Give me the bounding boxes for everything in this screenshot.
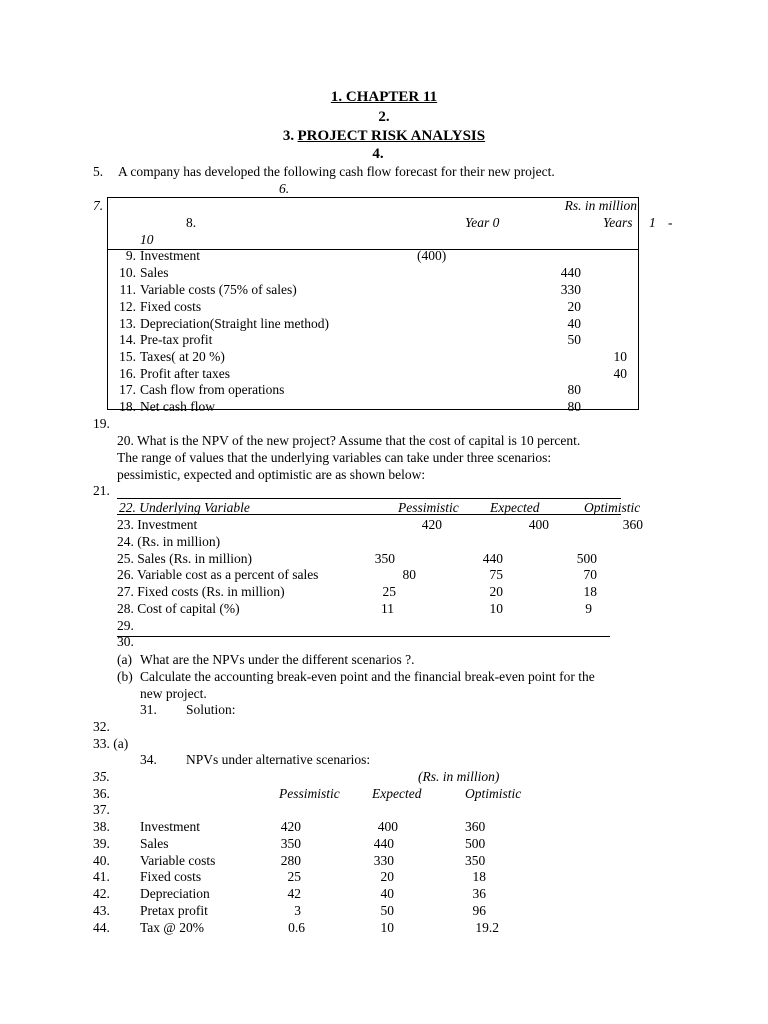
cell-pessimistic: 25 xyxy=(287,869,301,884)
cell-optimistic: 18 xyxy=(472,869,486,884)
header-pessimistic: Pessimistic xyxy=(398,500,459,515)
row-num: 23. xyxy=(117,517,134,532)
row-num: 13. xyxy=(119,316,136,331)
row-num: 9. xyxy=(125,248,136,263)
part-b-line-2: new project. xyxy=(140,686,207,701)
row-label: Sales (Rs. in million) xyxy=(137,551,252,566)
forecast-right-rule xyxy=(638,197,639,410)
cell-expected: 10 xyxy=(489,601,503,616)
cell-expected: 440 xyxy=(373,836,394,851)
cell-optimistic: 70 xyxy=(583,567,597,582)
line-number-31: 31. xyxy=(140,702,157,717)
line-number-19: 19. xyxy=(93,416,110,431)
table-row xyxy=(117,533,220,550)
row-num: 44. xyxy=(93,920,110,935)
cell-expected: 330 xyxy=(373,853,394,868)
cell-optimistic: 360 xyxy=(622,517,643,532)
row-num: 28. xyxy=(117,601,134,616)
row-label: Depreciation xyxy=(140,886,210,901)
header-underlying-variable: Underlying Variable xyxy=(139,500,250,515)
row-label: Fixed costs xyxy=(140,869,202,884)
cell-optimistic: 36 xyxy=(472,886,486,901)
question-line-3: pessimistic, expected and optimistic are as shown below: xyxy=(117,467,426,482)
row-num: 14. xyxy=(119,332,136,347)
line-number-36: 36. xyxy=(93,786,110,801)
row-label: Sales xyxy=(140,836,169,851)
cell-expected: 40 xyxy=(380,886,394,901)
npv-header-pessimistic: Pessimistic xyxy=(279,786,340,801)
row-label: Investment xyxy=(140,819,200,834)
cell-optimistic: 360 xyxy=(465,819,486,834)
cell-pessimistic: 280 xyxy=(280,853,301,868)
line-number-8: 8. xyxy=(186,215,197,230)
npv-header-optimistic: Optimistic xyxy=(465,786,522,801)
cell-optimistic: 9 xyxy=(585,601,592,616)
page-title xyxy=(283,127,485,145)
cell-pessimistic: 42 xyxy=(287,886,301,901)
part-b-line-1: Calculate the accounting break-even point and the financial break-even point for the xyxy=(140,669,595,684)
part-b-label: (b) xyxy=(117,669,133,684)
table-row xyxy=(117,550,252,567)
col-years-10: 10 xyxy=(140,232,154,247)
cell-pessimistic: 350 xyxy=(280,836,301,851)
row-label: Cash flow from operations xyxy=(140,382,285,397)
row-label: Variable cost as a percent of sales xyxy=(137,567,319,582)
row-num: 16. xyxy=(119,366,136,381)
cell-pessimistic: 420 xyxy=(280,819,301,834)
npv-unit: (Rs. in million) xyxy=(418,769,500,784)
title-text: PROJECT RISK ANALYSIS xyxy=(297,128,486,144)
cell-pessimistic: 350 xyxy=(374,551,395,566)
line-number-29: 29. xyxy=(117,618,134,633)
row-label: Fixed costs xyxy=(140,299,202,314)
row-label: Depreciation(Straight line method) xyxy=(140,316,329,331)
row-num: 18. xyxy=(119,399,136,414)
line-number-7: 7. xyxy=(93,198,104,213)
line-number-34: 34. xyxy=(140,752,157,767)
cell-expected: 400 xyxy=(377,819,398,834)
part-a-label: (a) xyxy=(117,652,132,667)
intro-number: 5. xyxy=(93,164,104,179)
row-value: 440 xyxy=(560,265,581,280)
row-num: 17. xyxy=(119,382,136,397)
row-num: 25. xyxy=(117,551,134,566)
table-row xyxy=(117,600,240,617)
row-value: 40 xyxy=(567,316,581,331)
row-num: 11. xyxy=(119,282,136,297)
chapter-heading: 1. CHAPTER 11 xyxy=(330,89,438,105)
question-number: 20. xyxy=(117,433,134,448)
line-number-37: 37. xyxy=(93,802,110,817)
line-number-35: 35. xyxy=(93,769,110,784)
cell-optimistic: 96 xyxy=(472,903,486,918)
row-num: 10. xyxy=(119,265,136,280)
row-label: Pre-tax profit xyxy=(140,332,213,347)
row-label: Sales xyxy=(140,265,169,280)
cell-optimistic: 19.2 xyxy=(475,920,499,935)
row-value: 50 xyxy=(567,332,581,347)
header-expected: Expected xyxy=(490,500,540,515)
cell-expected: 20 xyxy=(489,584,503,599)
cell-optimistic: 18 xyxy=(583,584,597,599)
cell-pessimistic: 0.6 xyxy=(288,920,305,935)
npv-header-expected: Expected xyxy=(372,786,422,801)
cell-expected: 10 xyxy=(380,920,394,935)
title-number: 3. xyxy=(282,128,295,144)
forecast-left-rule xyxy=(107,197,108,410)
row-num: 42. xyxy=(93,886,110,901)
row-value: 80 xyxy=(567,399,581,414)
cell-pessimistic: 420 xyxy=(421,517,442,532)
row-num: 41. xyxy=(93,869,110,884)
cell-expected: 75 xyxy=(489,567,503,582)
line-number-32: 32. xyxy=(93,719,110,734)
row-label: Cost of capital (%) xyxy=(137,601,240,616)
cell-optimistic: 500 xyxy=(576,551,597,566)
row-num: 26. xyxy=(117,567,134,582)
row-num: 43. xyxy=(93,903,110,918)
forecast-top-rule xyxy=(107,197,639,198)
cell-pessimistic: 3 xyxy=(294,903,301,918)
intro-text: A company has developed the following cash flow forecast for their new project. xyxy=(118,164,555,179)
cell-pessimistic: 80 xyxy=(402,567,416,582)
part-a-text: What are the NPVs under the different scenarios ?. xyxy=(140,652,415,667)
row-label: Net cash flow xyxy=(140,399,215,414)
line-number-21: 21. xyxy=(93,483,110,498)
row-value: 330 xyxy=(560,282,581,297)
cell-expected: 400 xyxy=(528,517,549,532)
row-value: 20 xyxy=(567,299,581,314)
scenario-header-var xyxy=(119,499,250,516)
row-label: Variable costs xyxy=(140,853,216,868)
row-num: 12. xyxy=(119,299,136,314)
cell-pessimistic: 25 xyxy=(382,584,396,599)
cell-optimistic: 500 xyxy=(465,836,486,851)
row-label: Taxes( at 20 %) xyxy=(140,349,225,364)
row-label: Investment xyxy=(140,248,200,263)
col-year0: Year 0 xyxy=(465,215,500,230)
npv-title: NPVs under alternative scenarios: xyxy=(186,752,371,767)
row-num: 40. xyxy=(93,853,110,868)
row-label: (Rs. in million) xyxy=(137,534,221,549)
header-optimistic: Optimistic xyxy=(584,500,641,515)
question-text-1: What is the NPV of the new project? Assume that the cost of capital is 10 percent. xyxy=(137,433,581,448)
table-row xyxy=(117,516,197,533)
row-num: 24. xyxy=(117,534,134,549)
line-number-4: 4. xyxy=(372,146,384,162)
cell-expected: 20 xyxy=(380,869,394,884)
col-years-dash: - xyxy=(668,215,673,230)
line-number-6: 6. xyxy=(279,181,290,196)
col-years-1: 1 xyxy=(649,215,656,230)
cell-expected: 440 xyxy=(482,551,503,566)
line-number-2: 2. xyxy=(378,109,390,125)
table-row xyxy=(117,583,285,600)
row-label: Tax @ 20% xyxy=(140,920,204,935)
row-num: 39. xyxy=(93,836,110,851)
row-label: Profit after taxes xyxy=(140,366,230,381)
row-num: 27. xyxy=(117,584,134,599)
row-num: 15. xyxy=(119,349,136,364)
row-label: Investment xyxy=(137,517,198,532)
row-value: 80 xyxy=(567,382,581,397)
col-years: Years xyxy=(603,215,633,230)
question-line-2: The range of values that the underlying variables can take under three scenarios: xyxy=(117,450,552,465)
line-number-33: 33. (a) xyxy=(93,736,129,751)
line-number-30: 30. xyxy=(117,634,134,649)
row-value: 10 xyxy=(613,349,627,364)
row-label: Pretax profit xyxy=(140,903,208,918)
row-num: 38. xyxy=(93,819,110,834)
row-label: Fixed costs (Rs. in million) xyxy=(137,584,285,599)
cell-pessimistic: 11 xyxy=(381,601,394,616)
row-year0: (400) xyxy=(417,248,447,263)
table-row xyxy=(117,566,318,583)
scenario-bottom-rule xyxy=(117,636,610,637)
cell-expected: 50 xyxy=(380,903,394,918)
row-label: Variable costs (75% of sales) xyxy=(140,282,297,297)
row-value: 40 xyxy=(613,366,627,381)
forecast-unit: Rs. in million xyxy=(564,198,637,213)
question-line-1 xyxy=(117,432,580,449)
line-number-22: 22. xyxy=(119,500,136,515)
cell-optimistic: 350 xyxy=(465,853,486,868)
solution-heading: Solution: xyxy=(186,702,236,717)
